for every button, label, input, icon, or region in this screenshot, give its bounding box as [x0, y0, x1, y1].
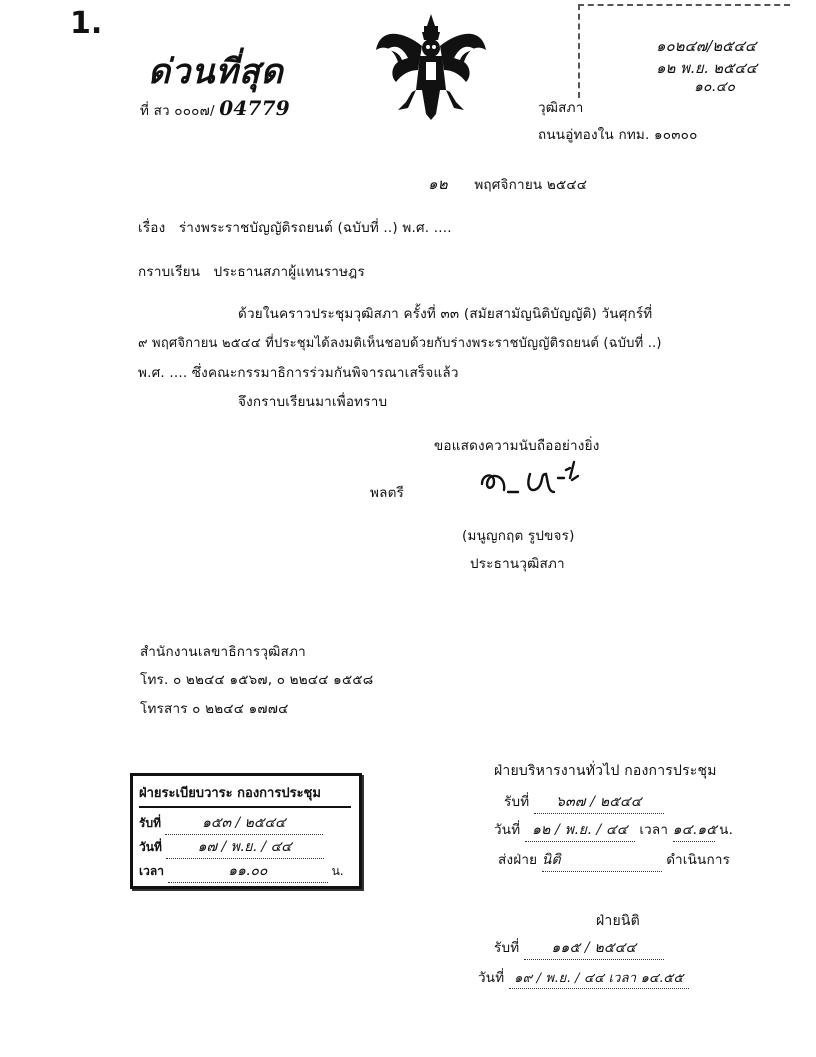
- admin-assign-row: [498, 848, 730, 872]
- footer-office: สำนักงานเลขาธิการวุฒิสภา: [140, 644, 306, 660]
- footer-phone: โทร. ๐ ๒๒๔๔ ๑๕๖๗, ๐ ๒๒๔๔ ๑๕๕๘: [140, 672, 374, 688]
- urgent-stamp: ด่วนที่สุด: [148, 52, 284, 92]
- admin-assign-value: นิติ: [542, 849, 662, 872]
- admin-time-value: ๑๔.๑๕: [673, 819, 715, 842]
- sender-org: วุฒิสภา: [538, 100, 584, 116]
- registry-stamp-header: ฝ่ายระเบียบวาระ กองการประชุม: [139, 782, 351, 808]
- legal-received-value: ๑๑๕ / ๒๕๔๔: [524, 937, 664, 960]
- legal-received-row: [494, 936, 664, 960]
- body-line-3: พ.ศ. .... ซึ่งคณะกรรมาธิการร่วมกันพิจารณาเสร็จแล้ว: [138, 365, 459, 381]
- body-line-2: ๙ พฤศจิกายน ๒๕๔๔ ที่ประชุมได้ลงมติเห็นชอบด้วยกับร่างพระราชบัญญัติรถยนต์ (ฉบับที่ ..): [138, 336, 662, 351]
- footer-fax: โทรสาร ๐ ๒๒๔๔ ๑๗๗๔: [140, 701, 289, 717]
- receipt-stamp: [578, 4, 790, 98]
- garuda-emblem-icon: [372, 10, 490, 122]
- legal-date-row: [478, 966, 689, 989]
- receipt-date: ๑๒ พ.ย. ๒๕๔๔: [656, 59, 758, 77]
- admin-stamp: [494, 760, 764, 872]
- registry-date-row: [139, 836, 324, 859]
- subject-label: เรื่อง: [138, 220, 166, 236]
- signatory-position: ประธานวุฒิสภา: [470, 556, 565, 572]
- sender-address: ถนนอู่ทองใน กทม. ๑๐๓๐๐: [538, 127, 698, 143]
- admin-date-row: [494, 818, 733, 842]
- registry-received-row: [139, 812, 323, 835]
- date-month-year: พฤศจิกายน ๒๕๔๔: [474, 177, 588, 193]
- body-line-4: จึงกราบเรียนมาเพื่อทราบ: [238, 394, 388, 410]
- doc-number: [140, 96, 290, 121]
- page-number-mark: 1.: [70, 6, 103, 41]
- receipt-time: ๑๐.๔๐: [694, 79, 736, 95]
- admin-received-label: รับที่: [504, 794, 530, 810]
- body-line-1: ด้วยในคราวประชุมวุฒิสภา ครั้งที่ ๓๓ (สมัยสามัญนิติบัญญัติ) วันศุกร์ที่: [238, 306, 653, 322]
- legal-stamp-header: ฝ่ายนิติ: [596, 913, 640, 929]
- legal-stamp: [478, 906, 718, 1002]
- registry-received-label: รับที่: [139, 816, 161, 830]
- registry-received-value: ๑๕๓ / ๒๕๔๔: [165, 812, 323, 835]
- doc-number-value: 04779: [219, 96, 290, 120]
- admin-time-suffix: น.: [719, 822, 734, 838]
- admin-date-label: วันที่: [494, 822, 521, 838]
- legal-date-value: ๑๙ / พ.ย. / ๔๔ เวลา ๑๔.๕๕: [509, 967, 689, 989]
- registry-date-value: ๑๗ / พ.ย. / ๔๔: [166, 836, 324, 859]
- recipient-text: ประธานสภาผู้แทนราษฎร: [213, 264, 365, 280]
- registry-stamp: [130, 773, 362, 889]
- registry-time-suffix: น.: [331, 864, 344, 878]
- admin-received-row: [504, 790, 664, 814]
- handwritten-signature: [478, 458, 598, 502]
- admin-assign-suffix: ดำเนินการ: [666, 852, 731, 868]
- recipient-label: กราบเรียน: [138, 264, 201, 280]
- admin-stamp-header: ฝ่ายบริหารงานทั่วไป กองการประชุม: [494, 763, 717, 779]
- receipt-number: ๑๐๒๔๗/๒๕๔๔: [656, 37, 757, 55]
- legal-received-label: รับที่: [494, 940, 520, 956]
- closing-line: ขอแสดงความนับถืออย่างยิ่ง: [434, 438, 600, 454]
- admin-assign-label: ส่งฝ่าย: [498, 852, 538, 868]
- recipient-line: [138, 260, 365, 282]
- subject-line: [138, 216, 452, 238]
- letter-date: [428, 172, 587, 196]
- admin-received-value: ๖๓๗ / ๒๕๔๔: [534, 791, 664, 814]
- registry-time-value: ๑๑.๐๐: [168, 860, 328, 883]
- admin-date-value: ๑๒ / พ.ย. / ๔๔: [525, 819, 635, 842]
- signatory-name: (มนูญกฤต รูปขจร): [462, 528, 575, 544]
- date-day: ๑๒: [428, 175, 448, 193]
- registry-time-label: เวลา: [139, 864, 164, 878]
- doc-number-prefix: ที่ สว ๐๐๐๗/: [140, 103, 215, 119]
- signatory-rank: พลตรี: [370, 485, 404, 501]
- subject-text: ร่างพระราชบัญญัติรถยนต์ (ฉบับที่ ..) พ.ศ. ....: [178, 220, 452, 236]
- legal-date-label: วันที่: [478, 970, 505, 986]
- registry-time-row: [139, 860, 344, 883]
- admin-time-label: เวลา: [639, 822, 669, 838]
- registry-date-label: วันที่: [139, 840, 162, 854]
